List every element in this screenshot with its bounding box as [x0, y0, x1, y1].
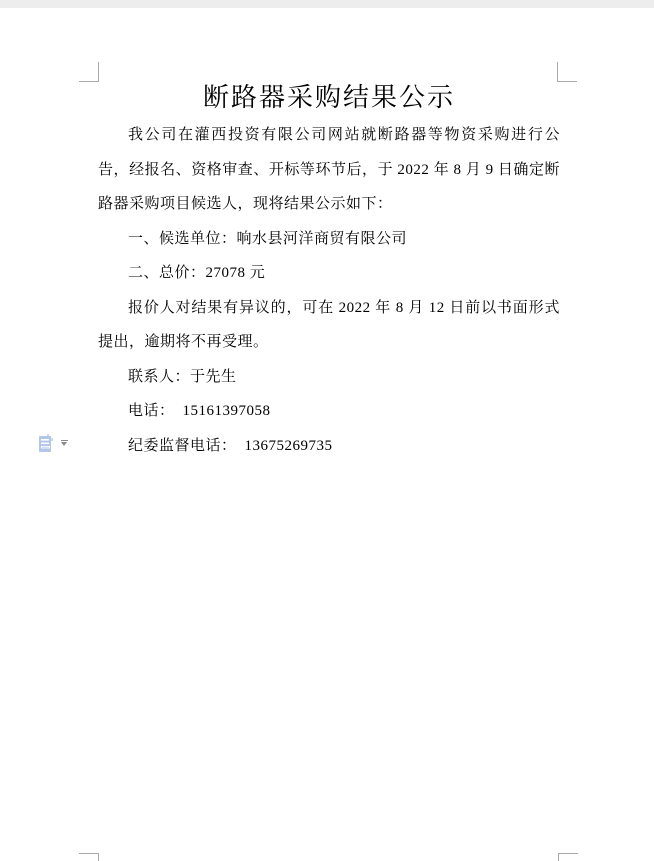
crop-mark-bottom-left — [79, 853, 99, 861]
paste-options-button[interactable] — [38, 430, 72, 456]
paragraph-objection-notice: 报价人对结果有异议的，可在 2022 年 8 月 12 日前以书面形式提出，逾期将不再受理。 — [98, 299, 560, 350]
crop-mark-bottom-right — [558, 853, 578, 861]
document-title: 断路器采购结果公示 — [202, 83, 455, 112]
paragraph-supervision-phone: 纪委监督电话： 13675269735 — [128, 437, 333, 454]
chevron-down-icon — [60, 440, 68, 446]
document-body — [98, 78, 560, 463]
paste-clipboard-icon — [38, 433, 56, 453]
paragraph-announcement: 我公司在灌西投资有限公司网站就断路器等物资采购进行公告，经报名、资格审查、开标等环节后，于 2022 年 8 月 9 日确定断路器采购项目候选人，现将结果公示如下： — [98, 127, 560, 212]
paragraph-contact-person: 联系人：于先生 — [128, 368, 237, 385]
crop-mark-top-right — [557, 62, 577, 82]
paragraph-candidate-company: 一、候选单位：响水县河洋商贸有限公司 — [128, 230, 408, 247]
paragraph-total-price: 二、总价：27078 元 — [128, 265, 266, 281]
paragraph-phone: 电话： 15161397058 — [128, 403, 271, 419]
crop-mark-top-left — [79, 62, 99, 82]
page-top-gap — [0, 0, 654, 8]
